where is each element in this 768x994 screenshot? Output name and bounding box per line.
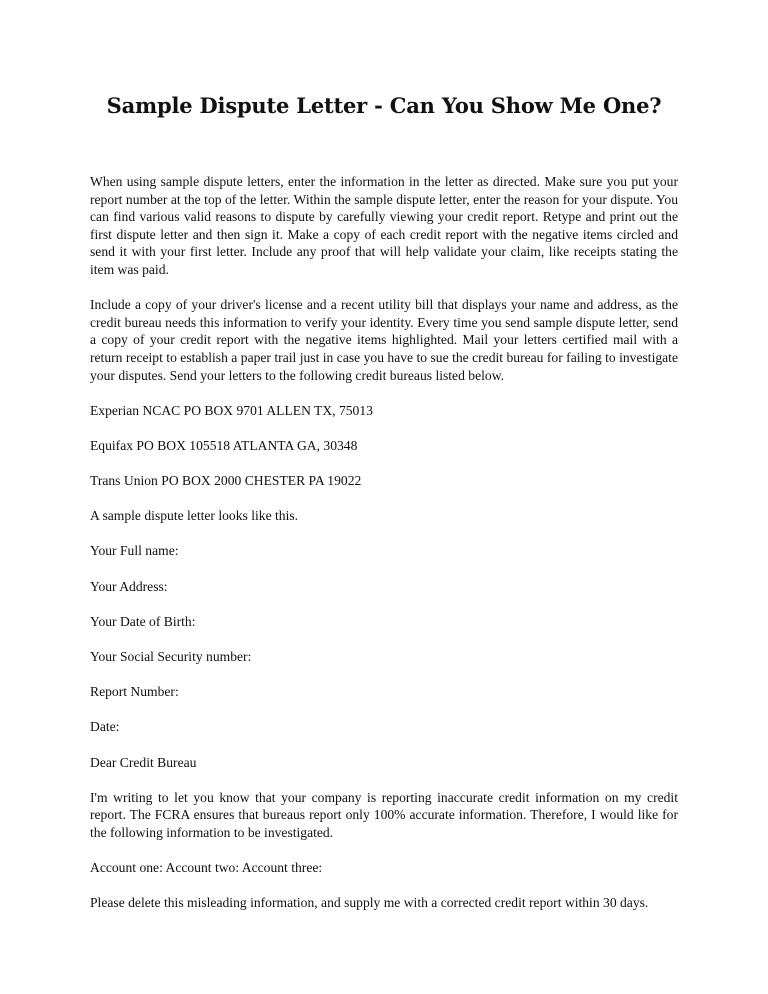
page-title: Sample Dispute Letter - Can You Show Me One? [106, 93, 662, 118]
dob-field-label: Your Date of Birth: [90, 613, 196, 629]
date-field-label: Date: [90, 719, 120, 735]
letter-request-paragraph: Please delete this misleading information, and supply me with a corrected credit report within 30 days. [90, 895, 649, 911]
equifax-address: Equifax PO BOX 105518 ATLANTA GA, 30348 [90, 437, 358, 453]
experian-address: Experian NCAC PO BOX 9701 ALLEN TX, 75013 [90, 402, 373, 418]
letter-body-paragraph: I'm writing to let you know that your company is reporting inaccurate credit information on my credit report. The FCRA ensures that bureaus report only 100% accurate information. Therefore, I would like for the following information to be investigated. [90, 789, 678, 840]
full-name-field-label: Your Full name: [90, 543, 179, 559]
document-body [90, 173, 678, 930]
ssn-field-label: Your Social Security number: [90, 649, 252, 665]
transunion-address: Trans Union PO BOX 2000 CHESTER PA 19022 [90, 473, 362, 489]
report-number-field-label: Report Number: [90, 684, 179, 700]
intro-paragraph: When using sample dispute letters, enter the information in the letter as directed. Make sure you put your report number at the top of the letter. Within the sample dispute letter, enter the reason for your dispute. You can find various valid reasons to dispute by carefully viewing your credit report. Retype and print out the first dispute letter and then sign it. Make a copy of each credit report with the negative items circled and send it with your first letter. Include any proof that will help validate your claim, like receipts stating the item was paid. [90, 174, 678, 277]
address-field-label: Your Address: [90, 578, 168, 594]
include-copy-paragraph: Include a copy of your driver's license and a recent utility bill that displays your name and address, as the credit bureau needs this information to verify your identity. Every time you send sample dispute letter, send a copy of your credit report with the negative items highlighted. Mail your letters certified mail with a return receipt to establish a paper trail just in case you have to sue the credit bureau for failing to investigate your disputes. Send your letters to the following credit bureaus listed below. [90, 297, 678, 383]
accounts-line: Account one: Account two: Account three: [90, 860, 323, 876]
letter-salutation: Dear Credit Bureau [90, 754, 197, 770]
letter-intro-line: A sample dispute letter looks like this. [90, 508, 299, 524]
